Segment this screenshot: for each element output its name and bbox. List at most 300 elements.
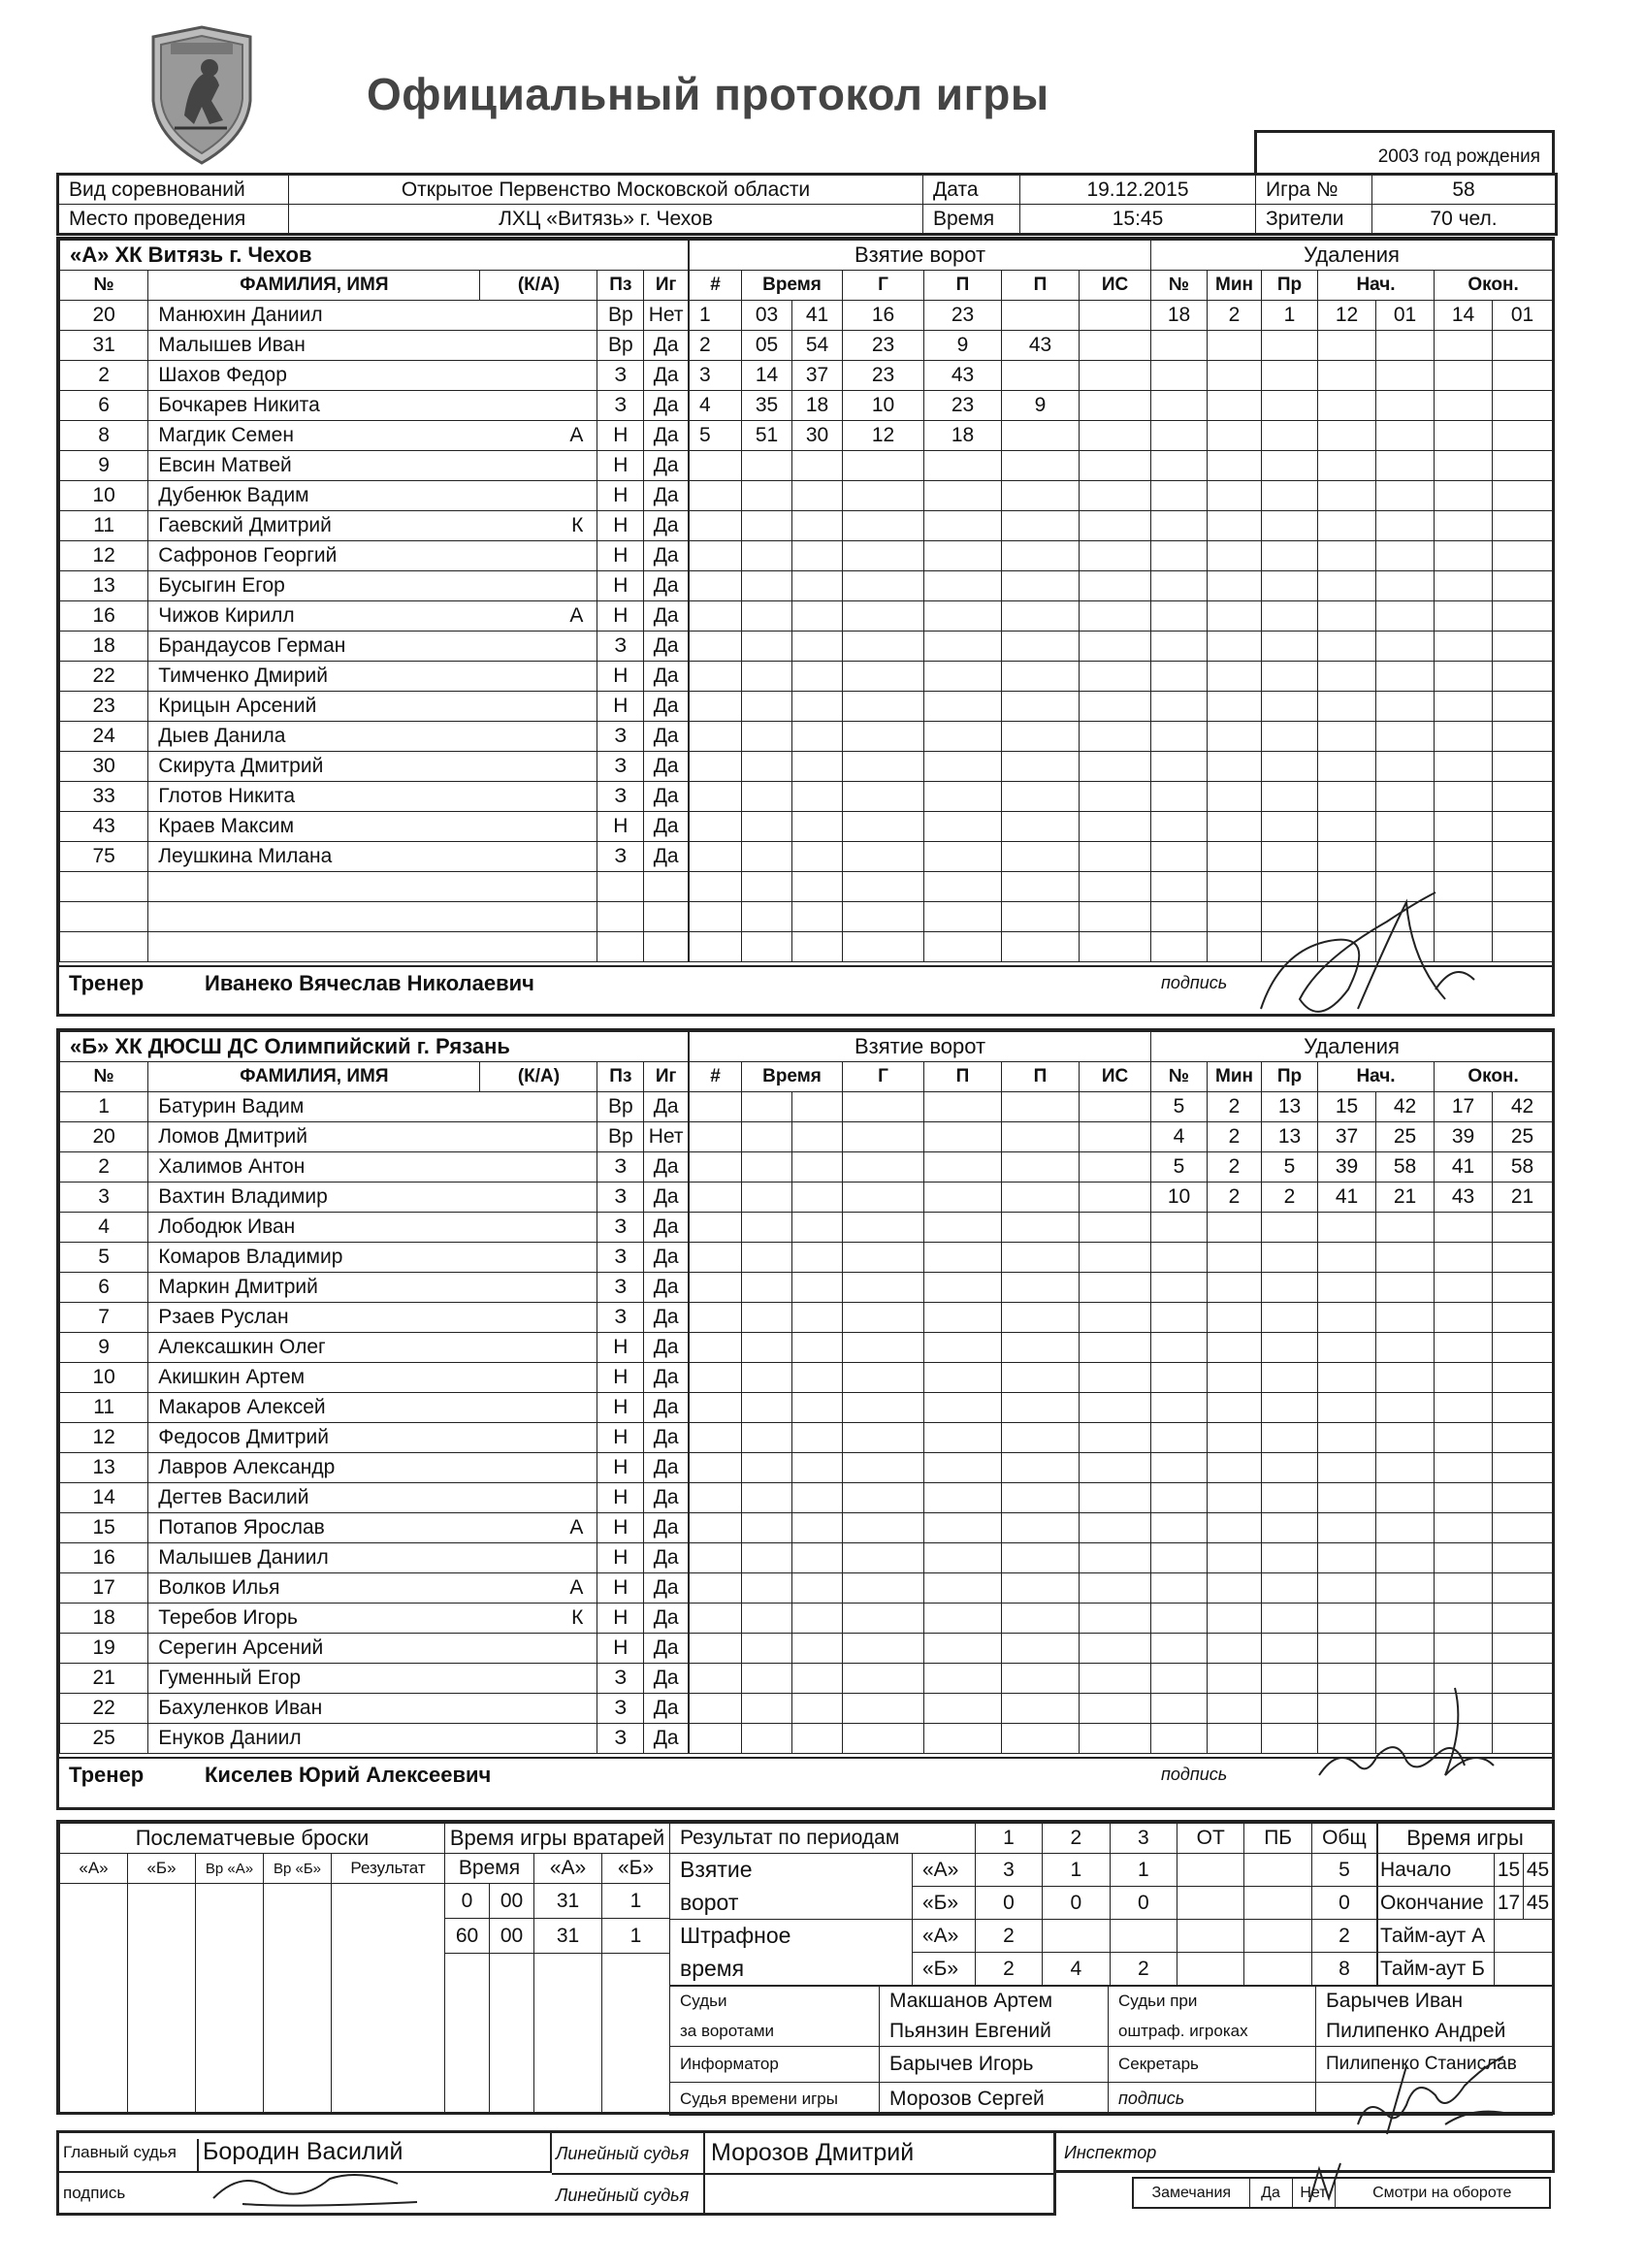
coach-label: Тренер: [69, 1763, 145, 1787]
penalty-start-sec: [1376, 421, 1435, 451]
penalty-end-sec: [1493, 1453, 1553, 1483]
goal-assist-2: [1002, 1634, 1080, 1664]
shootout-col-a: «А»: [60, 1854, 128, 1884]
player-played: Да: [644, 812, 689, 842]
goal-row: [690, 1573, 1151, 1604]
goal-assist-2: [1002, 1092, 1080, 1122]
penalty-reason: [1262, 1604, 1318, 1634]
goal-assist-2: 43: [1002, 331, 1080, 361]
goal-assist-2: [1002, 1604, 1080, 1634]
player-name: Акишкин Артем: [148, 1363, 480, 1393]
remarks-yes[interactable]: Да: [1249, 2178, 1292, 2208]
penalty-reason: 13: [1262, 1092, 1318, 1122]
goal-row: [690, 1483, 1151, 1513]
penalty-row: [1151, 1694, 1553, 1724]
penalty-row: [1151, 421, 1553, 451]
goal-row: [690, 662, 1151, 692]
goal-assist-1: 23: [924, 301, 1002, 331]
penalty-start-min: [1318, 451, 1376, 481]
goals-title: Взятие ворот: [690, 1032, 1151, 1062]
player-name: Чижов Кирилл: [148, 601, 480, 632]
goal-assist-1: [924, 1303, 1002, 1333]
goal-scorer: [843, 812, 924, 842]
goal-assist-1: [924, 601, 1002, 632]
penalty-start-sec: [1376, 391, 1435, 421]
shootout-col-b: «Б»: [128, 1854, 196, 1884]
player-row: [60, 872, 689, 902]
penalty-row: [1151, 1664, 1553, 1694]
goal-minute: [742, 1273, 792, 1303]
penalty-end-min: [1435, 1604, 1493, 1634]
goal-minute: [742, 1604, 792, 1634]
goal-assist-1: [924, 481, 1002, 511]
penalty-reason: 2: [1262, 1183, 1318, 1213]
goal-situation: [1080, 391, 1151, 421]
score-cell: 0: [1043, 1887, 1110, 1920]
penalty-start-sec: [1376, 692, 1435, 722]
goal-assist-1: [924, 1092, 1002, 1122]
team_b-penalties: [1150, 1031, 1553, 1754]
goal-number: [690, 571, 742, 601]
goal-number: [690, 662, 742, 692]
player-row: [60, 662, 689, 692]
penalty-player: 5: [1151, 1092, 1208, 1122]
penalty-start-sec: [1376, 842, 1435, 872]
penalty-start-sec: [1376, 1273, 1435, 1303]
penalty-reason: [1262, 421, 1318, 451]
goal-situation: [1080, 782, 1151, 812]
goal-assist-2: [1002, 1543, 1080, 1573]
penalty-end-sec: [1493, 842, 1553, 872]
player-number: 30: [60, 752, 148, 782]
chief-sign-label: подпись: [63, 2184, 126, 2202]
player-name: Дыев Данила: [148, 722, 480, 752]
player-captain: [480, 1724, 597, 1754]
player-number: 7: [60, 1303, 148, 1333]
penalty-end-sec: [1493, 782, 1553, 812]
player-number: 12: [60, 541, 148, 571]
penalty-row: [1151, 1393, 1553, 1423]
goalie-time-table: [444, 1823, 670, 2113]
goal-row: [690, 1243, 1151, 1273]
player-row: [60, 1333, 689, 1363]
player-number: 24: [60, 722, 148, 752]
pen-col-pr: Пр: [1262, 271, 1318, 301]
score-cell: [1177, 1854, 1244, 1887]
player-number: 25: [60, 1724, 148, 1754]
penalty-start-sec: [1376, 1363, 1435, 1393]
player-number: 20: [60, 1122, 148, 1152]
goal-row: [690, 481, 1151, 511]
score-total: 0: [1311, 1887, 1376, 1920]
goal-scorer: [843, 511, 924, 541]
coach-label: Тренер: [69, 971, 145, 995]
penalty-end-min: [1435, 1303, 1493, 1333]
goal-second: 37: [792, 361, 843, 391]
penalty-start-sec: [1376, 812, 1435, 842]
penalty-minutes: [1208, 361, 1262, 391]
player-played: Да: [644, 1213, 689, 1243]
penalty-time-label: время: [670, 1953, 913, 1986]
col-ig: Иг: [644, 271, 689, 301]
goal-assist-1: 23: [924, 391, 1002, 421]
player-played: Да: [644, 1573, 689, 1604]
goal-row: [690, 1333, 1151, 1363]
penalty-start-min: [1318, 391, 1376, 421]
penalty-row: [1151, 1273, 1553, 1303]
goal-second: [792, 692, 843, 722]
player-row: [60, 421, 689, 451]
penalty-start-sec: [1376, 1604, 1435, 1634]
goal-assist-1: 9: [924, 331, 1002, 361]
player-number: 33: [60, 782, 148, 812]
penalty-end-min: [1435, 1694, 1493, 1724]
penalty-minutes: [1208, 511, 1262, 541]
goal-number: [690, 1303, 742, 1333]
player-name: Гаевский Дмитрий: [148, 511, 480, 541]
penalty-player: [1151, 1213, 1208, 1243]
penalty-end-sec: 25: [1493, 1122, 1553, 1152]
penalty-reason: [1262, 1333, 1318, 1363]
pen-col-min: Мин: [1208, 271, 1262, 301]
player-position: З: [597, 1724, 644, 1754]
goal-minute: [742, 1363, 792, 1393]
goal-situation: [1080, 932, 1151, 962]
goal-situation: [1080, 571, 1151, 601]
player-captain: [480, 902, 597, 932]
goal-row: [690, 1092, 1151, 1122]
penalty-reason: [1262, 692, 1318, 722]
player-played: Да: [644, 1694, 689, 1724]
goal-assist-2: 9: [1002, 391, 1080, 421]
timekeeper-label: Судья времени игры: [670, 2083, 880, 2116]
footer-judges: [56, 2130, 1056, 2216]
pen-total: 2: [1311, 1920, 1376, 1953]
goal-number: 1: [690, 301, 742, 331]
penalty-row: [1151, 361, 1553, 391]
goal-scorer: [843, 1122, 924, 1152]
meta-table: [56, 173, 1558, 236]
goal-second: [792, 481, 843, 511]
penalty-player: [1151, 1604, 1208, 1634]
goal-assist-1: [924, 1152, 1002, 1183]
shootout-col-result: Результат: [332, 1854, 445, 1884]
goal-situation: [1080, 361, 1151, 391]
goal-judges-label: Судьи: [670, 1987, 880, 2017]
penalty-start-min: [1318, 1453, 1376, 1483]
player-played: Да: [644, 842, 689, 872]
penalty-end-min: [1435, 1513, 1493, 1543]
sign-label: подпись: [1109, 2083, 1316, 2116]
player-row: [60, 1092, 689, 1122]
penalty-player: [1151, 1333, 1208, 1363]
player-position: Н: [597, 1573, 644, 1604]
penalty-minutes: [1208, 1634, 1262, 1664]
team-a-label: «А»: [912, 1854, 975, 1887]
penalty-start-sec: 01: [1376, 301, 1435, 331]
penalty-end-sec: 01: [1493, 301, 1553, 331]
team-a-label: «А»: [912, 1920, 975, 1953]
penalties-title: Удаления: [1151, 241, 1553, 271]
player-captain: [480, 1273, 597, 1303]
penalty-end-min: [1435, 361, 1493, 391]
goal-scorer: 10: [843, 391, 924, 421]
goal-minute: [742, 1213, 792, 1243]
player-position: Н: [597, 541, 644, 571]
penalty-start-min: [1318, 1694, 1376, 1724]
penalty-player: [1151, 1664, 1208, 1694]
penalty-player: [1151, 1423, 1208, 1453]
player-number: 23: [60, 692, 148, 722]
remarks-table: [1132, 2177, 1551, 2209]
goal-row: [690, 1122, 1151, 1152]
goal-number: [690, 842, 742, 872]
player-row: [60, 1634, 689, 1664]
goal-situation: [1080, 1423, 1151, 1453]
goal-assist-1: [924, 1423, 1002, 1453]
player-captain: [480, 842, 597, 872]
penalty-end-min: [1435, 842, 1493, 872]
penalty-start-sec: [1376, 511, 1435, 541]
penalty-start-sec: [1376, 1243, 1435, 1273]
goal-scorer: [843, 872, 924, 902]
goal-assist-1: [924, 1694, 1002, 1724]
chief-judge-name: Бородин Василий: [203, 2138, 403, 2165]
player-captain: [480, 571, 597, 601]
goal-situation: [1080, 1122, 1151, 1152]
goal-col-hash: #: [690, 1062, 742, 1092]
goal-minute: [742, 1303, 792, 1333]
goal-assist-2: [1002, 1303, 1080, 1333]
penalty-row: [1151, 1092, 1553, 1122]
penalty-player: [1151, 1634, 1208, 1664]
penalty-reason: [1262, 1243, 1318, 1273]
penalty-player: [1151, 812, 1208, 842]
goal-number: [690, 722, 742, 752]
player-position: Н: [597, 421, 644, 451]
penalty-start-min: [1318, 662, 1376, 692]
player-name: Тимченко Дмирий: [148, 662, 480, 692]
player-captain: [480, 872, 597, 902]
penalty-reason: [1262, 1363, 1318, 1393]
goal-minute: [742, 1694, 792, 1724]
player-number: 3: [60, 1183, 148, 1213]
goal-assist-2: [1002, 902, 1080, 932]
periods-col: ПБ: [1244, 1824, 1311, 1854]
player-played: Да: [644, 391, 689, 421]
player-row: [60, 782, 689, 812]
pen-cell: 2: [1110, 1953, 1177, 1986]
penalty-reason: [1262, 331, 1318, 361]
goal-assist-1: [924, 842, 1002, 872]
player-row: [60, 391, 689, 421]
goal-second: [792, 1213, 843, 1243]
goal-assist-2: [1002, 1363, 1080, 1393]
goal-situation: [1080, 1724, 1151, 1754]
goal-assist-1: [924, 692, 1002, 722]
penalty-minutes: [1208, 1724, 1262, 1754]
penalty-end-sec: [1493, 1694, 1553, 1724]
goal-minute: [742, 752, 792, 782]
goal-minute: [742, 481, 792, 511]
penalty-minutes: [1208, 1423, 1262, 1453]
player-row: [60, 1273, 689, 1303]
goal-assist-1: [924, 511, 1002, 541]
goal-row: [690, 1213, 1151, 1243]
penalty-minutes: [1208, 571, 1262, 601]
goal-situation: [1080, 1483, 1151, 1513]
goalie-time-cell: 1: [602, 1884, 670, 1919]
team-name: «Б» ХК ДЮСШ ДС Олимпийский г. Рязань: [60, 1032, 689, 1062]
player-position: Н: [597, 1604, 644, 1634]
goal-second: [792, 541, 843, 571]
penalty-player: [1151, 872, 1208, 902]
goal-second: [792, 752, 843, 782]
player-number: 14: [60, 1483, 148, 1513]
goal-number: [690, 1573, 742, 1604]
goal-situation: [1080, 1604, 1151, 1634]
penalty-start-sec: [1376, 1483, 1435, 1513]
penalty-minutes: [1208, 601, 1262, 632]
penalty-start-min: [1318, 1303, 1376, 1333]
player-row: [60, 1243, 689, 1273]
goal-assist-1: [924, 782, 1002, 812]
goal-number: [690, 481, 742, 511]
goal-second: 54: [792, 331, 843, 361]
goal-assist-2: [1002, 1122, 1080, 1152]
goal-minute: [742, 1183, 792, 1213]
game-end-min: 45: [1524, 1887, 1553, 1920]
score-total: 5: [1311, 1854, 1376, 1887]
goal-col-p1: П: [924, 1062, 1002, 1092]
player-row: [60, 1483, 689, 1513]
pen-cell: 2: [975, 1953, 1042, 1986]
score-cell: 1: [1110, 1854, 1177, 1887]
player-name: Лавров Александр: [148, 1453, 480, 1483]
player-position: Н: [597, 1453, 644, 1483]
goal-assist-1: [924, 1273, 1002, 1303]
penalty-reason: [1262, 571, 1318, 601]
player-row: [60, 301, 689, 331]
penalty-end-sec: [1493, 812, 1553, 842]
player-captain: [480, 541, 597, 571]
penalty-reason: [1262, 361, 1318, 391]
goal-row: [690, 1453, 1151, 1483]
player-number: 1: [60, 1092, 148, 1122]
remarks-no[interactable]: Нет: [1292, 2178, 1335, 2208]
goal-scorer: [843, 1243, 924, 1273]
goal-assist-2: [1002, 541, 1080, 571]
goal-second: [792, 1303, 843, 1333]
goal-scorer: [843, 541, 924, 571]
linesman-label: Линейный судья: [556, 2144, 690, 2163]
player-name: Глотов Никита: [148, 782, 480, 812]
penalty-reason: 5: [1262, 1152, 1318, 1183]
player-captain: [480, 1423, 597, 1453]
goal-col-time: Время: [742, 271, 843, 301]
penalty-start-min: [1318, 361, 1376, 391]
timekeeper-name: Морозов Сергей: [880, 2083, 1109, 2116]
penalty-end-sec: [1493, 932, 1553, 962]
player-position: Н: [597, 451, 644, 481]
goal-number: [690, 1634, 742, 1664]
penalty-end-min: [1435, 1363, 1493, 1393]
goal-scorer: [843, 782, 924, 812]
goal-col-hash: #: [690, 271, 742, 301]
penalty-player: [1151, 1303, 1208, 1333]
penalty-start-sec: [1376, 1513, 1435, 1543]
goal-assist-1: [924, 1393, 1002, 1423]
penalty-start-sec: [1376, 782, 1435, 812]
player-position: Н: [597, 601, 644, 632]
goal-scorer: 23: [843, 361, 924, 391]
penalty-minutes: [1208, 692, 1262, 722]
player-row: [60, 902, 689, 932]
penalty-row: [1151, 571, 1553, 601]
goal-situation: [1080, 421, 1151, 451]
pen-col-no: №: [1151, 1062, 1208, 1092]
player-name: Малышев Даниил: [148, 1543, 480, 1573]
penalty-player: [1151, 451, 1208, 481]
goal-second: [792, 632, 843, 662]
player-name: Дегтев Василий: [148, 1483, 480, 1513]
date-value: 19.12.2015: [1020, 175, 1256, 205]
penalty-reason: [1262, 1573, 1318, 1604]
penalty-start-min: [1318, 1573, 1376, 1604]
pen-cell: [1177, 1920, 1244, 1953]
goal-assist-2: [1002, 812, 1080, 842]
player-played: Да: [644, 1634, 689, 1664]
player-captain: [480, 1333, 597, 1363]
player-row: [60, 361, 689, 391]
goal-minute: [742, 1513, 792, 1543]
penalty-end-sec: 42: [1493, 1092, 1553, 1122]
goal-scorer: [843, 1724, 924, 1754]
penalty-player: [1151, 722, 1208, 752]
penalty-end-sec: [1493, 601, 1553, 632]
player-played: Да: [644, 1724, 689, 1754]
team-name: «А» ХК Витязь г. Чехов: [60, 241, 689, 271]
goal-situation: [1080, 1152, 1151, 1183]
goal-scorer: [843, 1393, 924, 1423]
player-row: [60, 842, 689, 872]
player-position: З: [597, 1183, 644, 1213]
player-played: Да: [644, 1483, 689, 1513]
player-played: Да: [644, 1363, 689, 1393]
goalie-time-col-a: «А»: [534, 1854, 602, 1884]
pen-col-end: Окон.: [1435, 271, 1553, 301]
goal-number: [690, 932, 742, 962]
team-a-section: [56, 237, 1555, 1017]
penalty-minutes: [1208, 421, 1262, 451]
goal-situation: [1080, 1273, 1151, 1303]
player-number: 8: [60, 421, 148, 451]
player-number: 5: [60, 1243, 148, 1273]
penalty-minutes: [1208, 1213, 1262, 1243]
penalty-minutes: [1208, 1393, 1262, 1423]
player-captain: К: [480, 1604, 597, 1634]
penalty-reason: [1262, 451, 1318, 481]
goal-assist-2: [1002, 301, 1080, 331]
goal-scorer: [843, 1183, 924, 1213]
penalty-start-min: [1318, 1423, 1376, 1453]
penalty-end-sec: [1493, 692, 1553, 722]
player-number: 15: [60, 1513, 148, 1543]
player-number: 9: [60, 1333, 148, 1363]
player-captain: [480, 331, 597, 361]
penalty-reason: [1262, 842, 1318, 872]
goal-assist-1: [924, 872, 1002, 902]
